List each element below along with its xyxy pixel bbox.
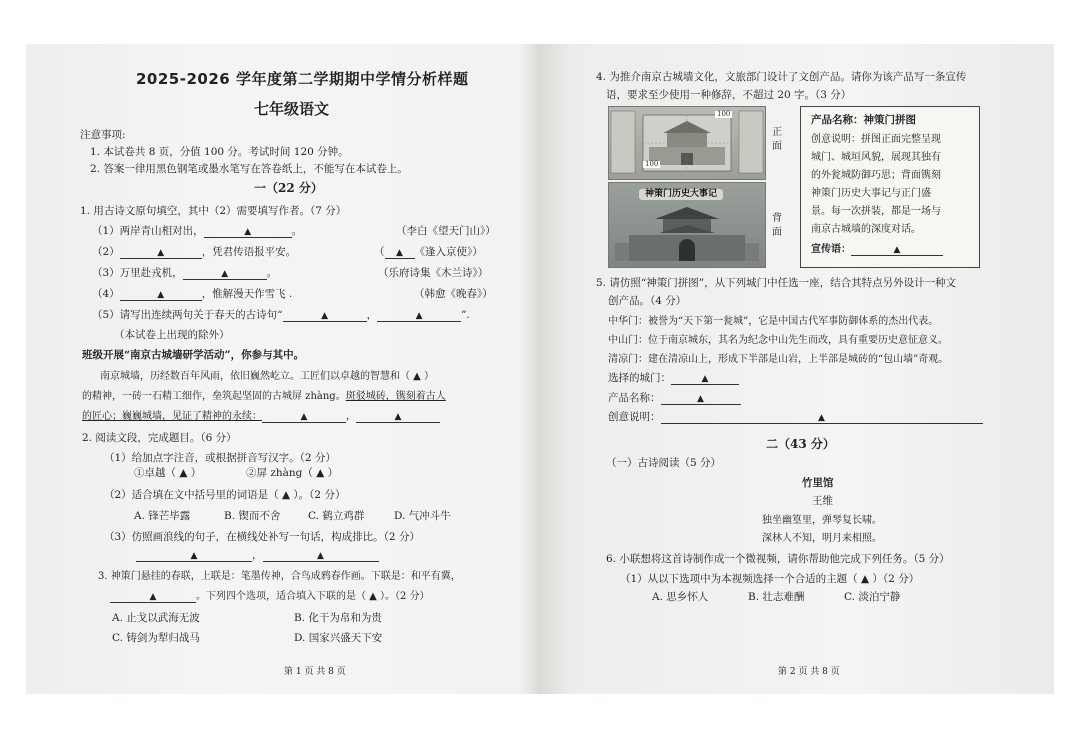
q1-5-text: （5）请写出连续两句关于春天的古诗句“ — [92, 309, 283, 321]
product-name-label: 产品名称： — [608, 392, 661, 404]
poem-author: 王维 — [812, 495, 833, 507]
q1-4 — [92, 289, 292, 301]
product-desc-answer — [608, 412, 983, 424]
product-name-answer — [608, 393, 741, 405]
q3-option-c: C. 铸剑为犁归战马 — [112, 632, 200, 644]
q3-line-2 — [110, 592, 430, 603]
q1-5-blank-a[interactable] — [283, 310, 367, 322]
q1-4-source: （韩愈《晚春》） — [414, 288, 493, 300]
product-name-blank[interactable] — [661, 393, 741, 405]
product-desc-6: 南京古城墙的深度对话。 — [811, 224, 921, 235]
q3-blank[interactable] — [110, 592, 196, 603]
q3-option-a: A. 止戈以武海无波 — [112, 612, 200, 624]
exam-sheet — [26, 44, 1054, 694]
q6-stem: 6. 小联想将这首诗制作成一个微视频，请你帮助他完成下列任务。（5 分） — [606, 553, 950, 565]
page-1 — [78, 44, 526, 694]
q6-1: （1）从以下选项中为本视频选择一个合适的主题（ ▲ ）（2 分） — [620, 573, 920, 585]
product-desc-1: 创意说明：拼图正面完整呈现 — [811, 134, 941, 145]
q1-5-end: ”. — [461, 309, 470, 321]
poem-section-heading: （一）古诗阅读（5 分） — [606, 457, 722, 469]
choose-gate-blank[interactable] — [671, 373, 739, 385]
passage-line-3: 的匠心；巍巍城墙，见证了精神的永续： ▲ ， ▲ — [82, 412, 440, 423]
q2-1: （1）给加点字注音，或根据拼音写汉字。（2 分） — [104, 452, 336, 464]
q1-5-blank-b[interactable] — [377, 310, 461, 322]
q1-2-blank[interactable] — [120, 247, 202, 259]
poem-line-2: 深林人不知，明月来相照。 — [762, 533, 882, 544]
q1-5-note: （本试卷上出现的除外） — [114, 329, 230, 341]
q1-1-text: （1）两岸青山相对出， — [92, 225, 204, 237]
blank-mark: ▲ — [157, 290, 165, 300]
product-desc-5: 景。每一次拼装，都是一场与 — [811, 206, 941, 217]
puzzle-tag-bottom: 100 — [645, 160, 659, 168]
gate-zhonghua: 中华门：被誉为“天下第一瓮城”，它是中国古代军事防御体系的杰出代表。 — [608, 316, 939, 327]
q1-1-source: （李白《望天门山》） — [396, 225, 496, 237]
product-desc-4: 神策门历史大事记与正门盛 — [811, 188, 931, 199]
section-1-heading: 一（22 分） — [254, 181, 323, 195]
blank-mark: ▲ — [149, 592, 157, 602]
q1-2-prefix: （2） — [92, 246, 120, 258]
q3-line-1: 3. 神策门悬挂的春联，上联是：笔墨传神，合鸟成鸦春作画。下联是：和平有冀， — [98, 571, 461, 582]
page-2 — [596, 44, 1036, 694]
label-back: 背面 — [772, 213, 782, 238]
q1-4-text: ，惟解漫天作雪飞 . — [201, 288, 293, 300]
q4-line-2: 语，要求至少使用一种修辞，不超过 20 字。（3 分） — [606, 89, 852, 101]
q2-3: （3）仿照画浪线的句子，在横线处补写一句话，构成排比。（2 分） — [104, 531, 420, 543]
slogan-blank[interactable] — [851, 245, 943, 256]
blank-mark: ▲ — [394, 412, 402, 422]
q1-1-blank[interactable] — [204, 226, 292, 238]
exam-title: 2025-2026 学年度第二学期期中学情分析样题 — [136, 70, 469, 88]
product-desc-2: 城门、城垣风貌，展现其独有 — [811, 152, 941, 163]
q2-2-option-c: C. 鹤立鸡群 — [308, 510, 365, 522]
product-desc-label: 创意说明： — [608, 411, 661, 423]
q2-1-b: ②屏 zhàng（ ▲ ） — [246, 467, 339, 479]
q1-2 — [92, 247, 296, 259]
q1-2-author-blank[interactable] — [385, 247, 415, 259]
q1-3-source: （乐府诗集《木兰诗》） — [378, 267, 489, 279]
blank-mark: ▲ — [893, 245, 901, 255]
puzzle-front-image — [608, 106, 766, 180]
blank-mark: ▲ — [701, 374, 709, 384]
q2-3-blank-a[interactable] — [136, 550, 252, 562]
puzzle-tag-top: 100 — [717, 110, 731, 118]
q5-line-1: 5. 请仿照“神策门拼图”，从下列城门中任选一座，结合其特点另外设计一种文 — [596, 277, 957, 289]
q2-2-option-d: D. 气冲斗牛 — [394, 510, 451, 522]
puzzle-front-illustration — [609, 107, 765, 179]
q1-2-source: （ ▲ 《逢入京使》） — [374, 246, 483, 258]
q2-1-a: ①卓越（ ▲ ） — [134, 467, 202, 479]
notice-1: 1. 本试卷共 8 页，分值 100 分。考试时间 120 分钟。 — [90, 146, 349, 158]
notice-title: 注意事项: — [80, 129, 126, 141]
q2-3-blank-b[interactable] — [263, 550, 379, 562]
q5-line-2: 创产品。（4 分） — [608, 295, 687, 307]
q1-2-text: ，凭君传语报平安。 — [201, 246, 297, 258]
passage-wavy-sentence-b: 的匠心；巍巍城墙，见证了精神的永续： — [82, 411, 262, 422]
q1-4-blank[interactable] — [120, 289, 202, 301]
blank-mark: ▲ — [317, 551, 324, 561]
slogan-line — [811, 245, 943, 256]
passage-line-1: 南京城墙，历经数百年风雨，依旧巍然屹立。工匠们以卓越的智慧和（ ▲ ） — [100, 371, 435, 382]
q4-line-1: 4. 为推介南京古城墙文化，文旅部门设计了文创产品。请你为该产品写一条宣传 — [596, 71, 967, 83]
blank-mark: ▲ — [221, 269, 229, 279]
q3-option-b: B. 化干为帛和为贵 — [294, 612, 382, 624]
page-1-footer: 第 1 页 共 8 页 — [284, 667, 346, 677]
product-name — [811, 115, 916, 126]
section-2-heading: 二（43 分） — [766, 437, 835, 451]
q1-4-prefix: （4） — [92, 288, 120, 300]
puzzle-back-image — [608, 182, 766, 268]
blank-mark: ▲ — [321, 311, 329, 321]
q6-option-a: A. 思乡怀人 — [652, 591, 709, 603]
blank-mark: ▲ — [697, 394, 704, 404]
q3-line-2-text: 。下列四个选项，适合填入下联的是（ ▲ ）。（2 分） — [196, 591, 430, 602]
passage-line-2 — [82, 392, 446, 402]
blank-mark: ▲ — [415, 311, 423, 321]
q1-3: （3）万里赴戎机， ▲ 。 — [92, 267, 278, 279]
puzzle-back-title: 神策门历史大事记 — [639, 189, 723, 200]
label-front: 正面 — [772, 127, 782, 152]
blank-mark: ▲ — [396, 248, 403, 258]
activity-intro: 班级开展“南京古城墙研学活动”，你参与其中。 — [82, 349, 305, 361]
page-2-footer: 第 2 页 共 8 页 — [778, 667, 840, 677]
q1-5: （5）请写出连续两句关于春天的古诗句“ ▲ ， ▲ ”. — [92, 309, 470, 321]
blank-mark: ▲ — [157, 248, 165, 258]
notice-2: 2. 答案一律用黑色钢笔或墨水笔写在答卷纸上，不能写在本试卷上。 — [90, 163, 408, 175]
product-desc-3: 的外瓮城防御巧思；背面镌刻 — [811, 170, 941, 181]
passage-blank-b[interactable] — [356, 412, 440, 423]
q1-2-source-text: 《逢入京使》） — [414, 246, 483, 258]
poem-title: 竹里馆 — [802, 477, 834, 489]
passage-line-2a: 的精神，一砖一石精工细作，垒筑起坚固的古城屏 zhàng。 — [82, 391, 346, 402]
blank-mark: ▲ — [190, 551, 198, 561]
product-desc-blank[interactable] — [661, 412, 983, 424]
slogan-label: 宣传语： — [811, 244, 851, 255]
passage-blank-a[interactable] — [262, 412, 346, 423]
q2-3-answer: ▲ ， ▲ — [136, 550, 379, 562]
poem-line-1: 独坐幽篁里，弹琴复长啸。 — [762, 515, 882, 526]
q3-option-d: D. 国家兴盛天下安 — [294, 632, 383, 644]
q2-2: （2）适合填在文中括号里的词语是（ ▲ ）。（2 分） — [104, 489, 346, 501]
passage-wavy-sentence-a: 斑驳城砖，镌刻着古人 — [345, 391, 446, 402]
q1-3-blank[interactable] — [183, 268, 267, 280]
q6-option-c: C. 淡泊宁静 — [844, 591, 901, 603]
blank-mark: ▲ — [300, 412, 308, 422]
choose-gate-label: 选择的城门： — [608, 372, 671, 384]
product-info-box — [800, 106, 980, 268]
blank-mark: ▲ — [244, 227, 252, 237]
choose-gate — [608, 373, 739, 385]
q6-option-b: B. 壮志难酬 — [748, 591, 805, 603]
product-name-text: 产品名称：神策门拼图 — [811, 114, 916, 126]
q2-stem: 2. 阅读文段，完成题目。（6 分） — [82, 432, 237, 444]
q1-1: （1）两岸青山相对出， ▲ 。 — [92, 225, 303, 237]
q1-stem: 1. 用古诗文原句填空，其中（2）需要填写作者。（7 分） — [80, 205, 347, 217]
q1-3-text: （3）万里赴戎机， — [92, 267, 183, 279]
q2-2-option-a: A. 锋芒毕露 — [134, 510, 191, 522]
gate-zhongshan: 中山门：位于南京城东，其名为纪念中山先生而改，具有重要历史意征意义。 — [608, 335, 948, 346]
blank-mark: ▲ — [818, 413, 825, 423]
gate-qingliang: 清凉门：建在清凉山上，形成下半部是山岩，上半部是城砖的“包山墙”奇观。 — [608, 354, 949, 365]
q2-2-option-b: B. 锲而不舍 — [224, 510, 281, 522]
exam-subtitle: 七年级语文 — [254, 100, 330, 118]
